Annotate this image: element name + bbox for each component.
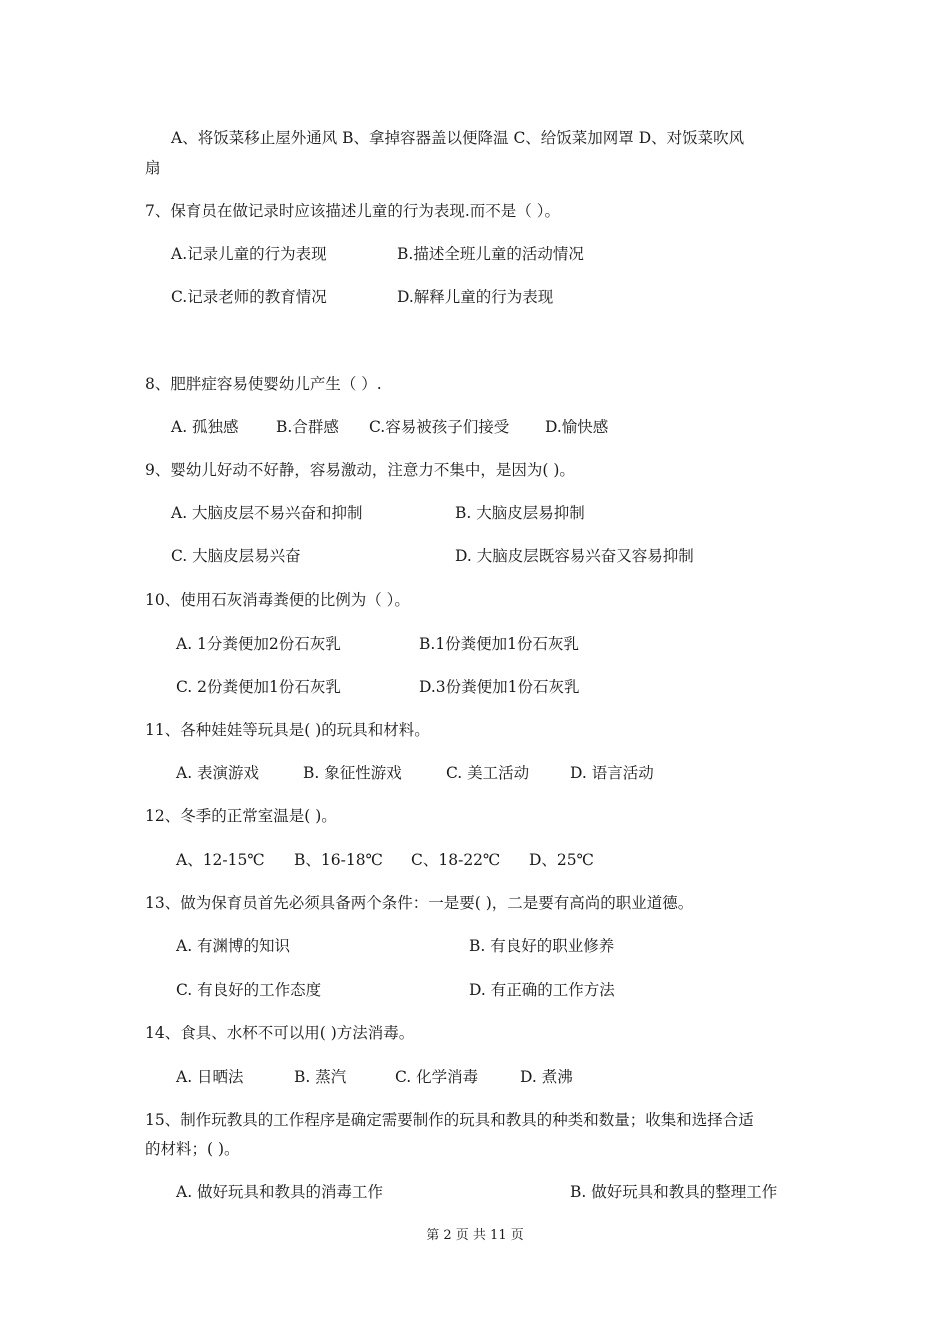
- question-10-option-d: D.3份粪便加1份石灰乳: [419, 678, 580, 696]
- question-7-option-a: A.记录儿童的行为表现: [171, 245, 327, 263]
- question-11-option-a: A. 表演游戏: [176, 764, 260, 782]
- page-number-footer: 第 2 页 共 11 页: [426, 1228, 524, 1243]
- question-11-stem: 11、各种娃娃等玩具是( )的玩具和材料。: [145, 721, 430, 739]
- question-14-stem: 14、食具、水杯不可以用( )方法消毒。: [145, 1024, 415, 1042]
- question-7-option-d: D.解释儿童的行为表现: [397, 288, 554, 306]
- question-11-option-c: C. 美工活动: [446, 764, 530, 782]
- question-9-option-d: D. 大脑皮层既容易兴奋又容易抑制: [455, 547, 694, 565]
- question-11-option-b: B. 象征性游戏: [303, 764, 402, 782]
- question-8-option-b: B.合群感: [276, 418, 339, 436]
- question-13-option-b: B. 有良好的职业修养: [469, 937, 615, 955]
- question-7-option-b: B.描述全班儿童的活动情况: [397, 245, 584, 263]
- question-9-option-a: A. 大脑皮层不易兴奋和抑制: [171, 504, 363, 522]
- question-14-option-a: A. 日晒法: [176, 1068, 244, 1086]
- question-15-option-a: A. 做好玩具和教具的消毒工作: [176, 1183, 384, 1201]
- question-15-option-b: B. 做好玩具和教具的整理工作: [570, 1183, 778, 1201]
- question-9-stem: 9、婴幼儿好动不好静，容易激动，注意力不集中，是因为( )。: [145, 461, 575, 479]
- question-13-option-a: A. 有渊博的知识: [176, 937, 291, 955]
- question-12-option-a: A、12-15℃: [176, 851, 265, 869]
- question-14-option-d: D. 煮沸: [520, 1068, 573, 1086]
- question-14-option-c: C. 化学消毒: [395, 1068, 479, 1086]
- question-12-option-d: D、25℃: [529, 851, 594, 869]
- question-13-option-c: C. 有良好的工作态度: [176, 981, 322, 999]
- question-8-option-d: D.愉快感: [545, 418, 609, 436]
- question-10-option-b: B.1份粪便加1份石灰乳: [419, 635, 580, 653]
- question-12-option-c: C、18-22℃: [411, 851, 501, 869]
- question-12-stem: 12、冬季的正常室温是( )。: [145, 807, 337, 825]
- prev-question-options-line2: 扇: [145, 159, 161, 177]
- prev-question-options-line1: A、将饭菜移止屋外通风 B、拿掉容器盖以便降温 C、给饭菜加网罩 D、对饭菜吹风: [171, 129, 745, 147]
- question-15-stem-line2: 的材料；( )。: [145, 1140, 240, 1158]
- question-8-stem: 8、肥胖症容易使婴幼儿产生（ ）.: [145, 375, 382, 393]
- question-10-stem: 10、使用石灰消毒粪便的比例为（ ）。: [145, 591, 410, 609]
- question-9-option-c: C. 大脑皮层易兴奋: [171, 547, 301, 565]
- question-8-option-a: A. 孤独感: [171, 418, 239, 436]
- question-13-option-d: D. 有正确的工作方法: [469, 981, 615, 999]
- question-7-stem: 7、保育员在做记录时应该描述儿童的行为表现.而不是（ ）。: [145, 202, 560, 220]
- question-10-option-a: A. 1分粪便加2份石灰乳: [176, 635, 341, 653]
- question-11-option-d: D. 语言活动: [570, 764, 654, 782]
- question-12-option-b: B、16-18℃: [294, 851, 383, 869]
- question-9-option-b: B. 大脑皮层易抑制: [455, 504, 585, 522]
- question-7-option-c: C.记录老师的教育情况: [171, 288, 327, 306]
- question-14-option-b: B. 蒸汽: [294, 1068, 347, 1086]
- question-10-option-c: C. 2份粪便加1份石灰乳: [176, 678, 341, 696]
- question-8-option-c: C.容易被孩子们接受: [369, 418, 510, 436]
- question-15-stem-line1: 15、制作玩教具的工作程序是确定需要制作的玩具和教具的种类和数量；收集和选择合适: [145, 1111, 754, 1129]
- question-13-stem: 13、做为保育员首先必须具备两个条件：一是要( )，二是要有高尚的职业道德。: [145, 894, 694, 912]
